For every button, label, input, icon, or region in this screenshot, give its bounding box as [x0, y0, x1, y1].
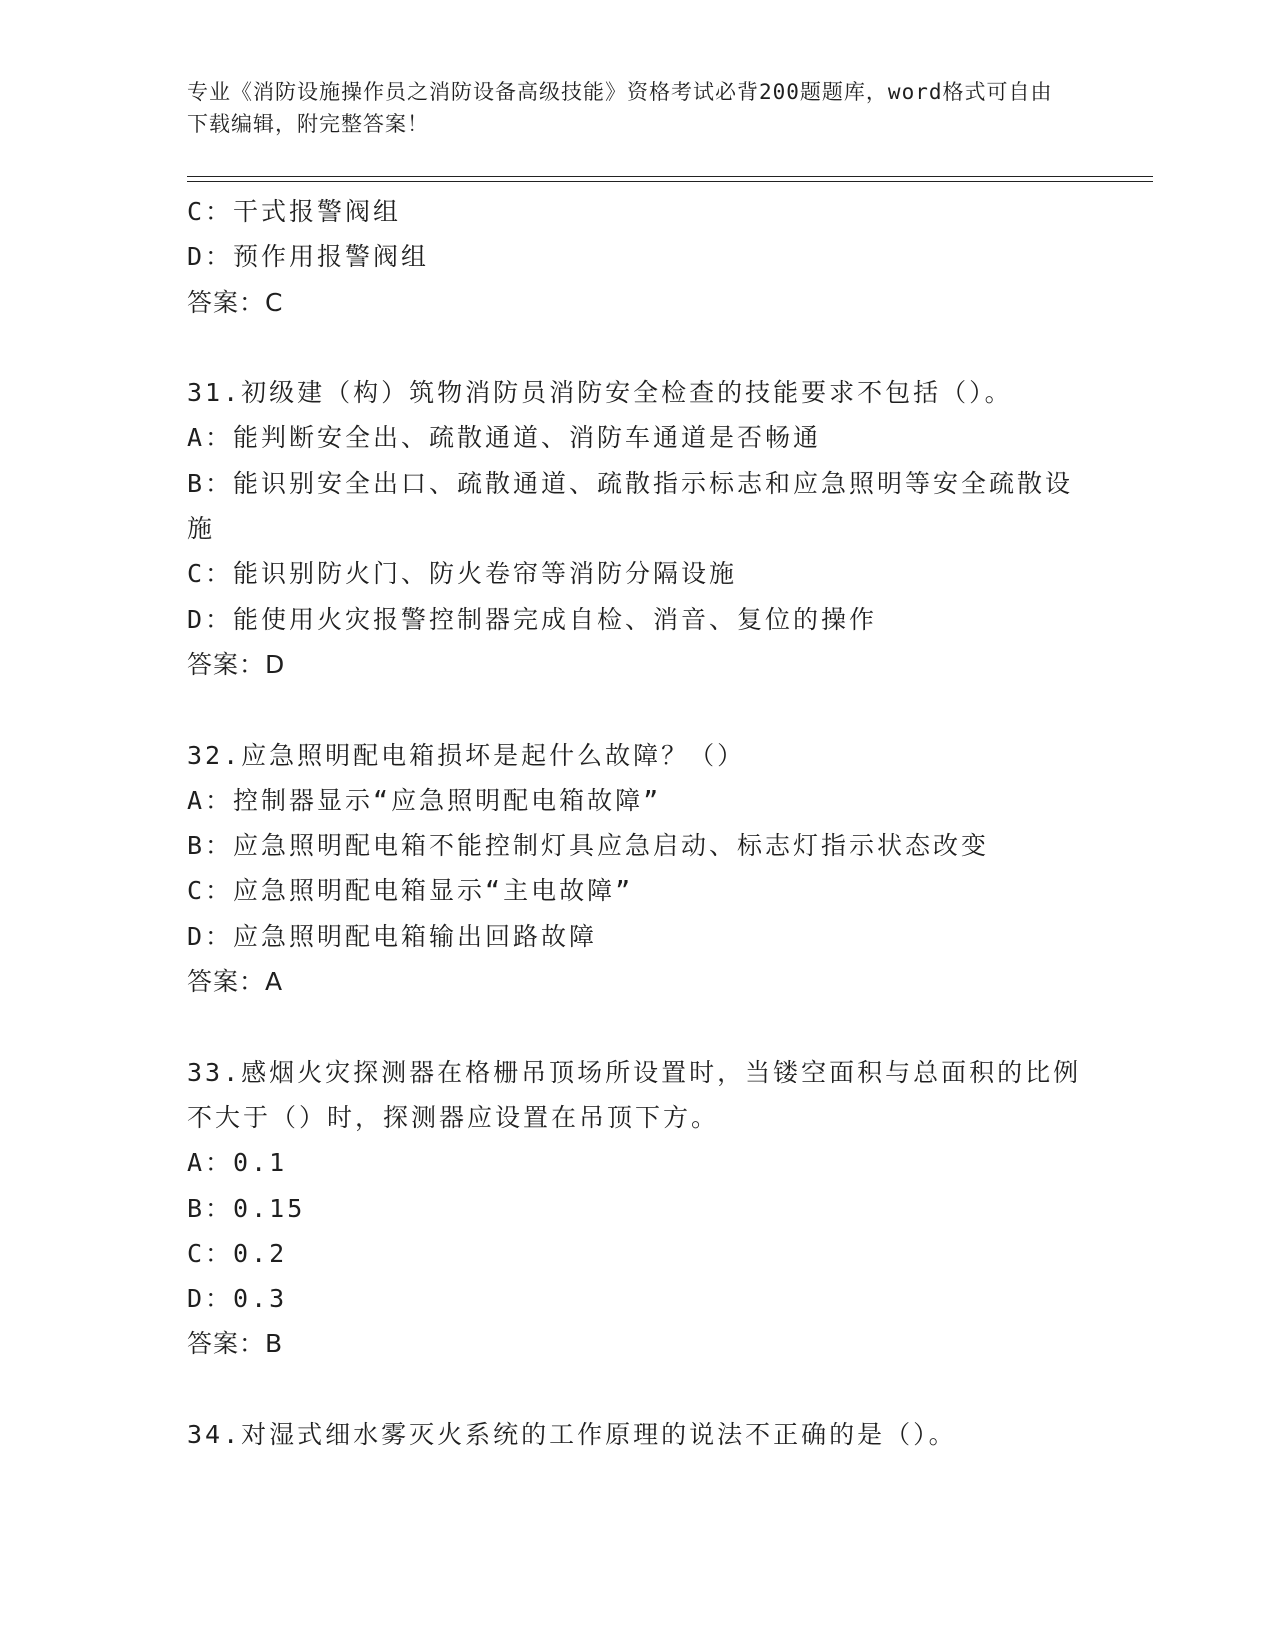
option-d: D：预作用报警阀组 — [187, 242, 430, 272]
option-b: B：能识别安全出口、疏散通道、疏散指示标志和应急照明等安全疏散设施 — [187, 468, 1074, 544]
option-c: C：0.2 — [187, 1238, 288, 1268]
option-c: C：能识别防火门、防火卷帘等消防分隔设施 — [187, 559, 738, 589]
previous-question-tail — [187, 189, 1087, 325]
question-stem: 34.对湿式细水雾灭火系统的工作原理的说法不正确的是（）。 — [187, 1420, 957, 1450]
option-a: A：0.1 — [187, 1148, 288, 1178]
answer-line: 答案：A — [187, 967, 284, 997]
option-c: C：应急照明配电箱显示“主电故障” — [187, 876, 634, 906]
question-31 — [187, 370, 1087, 687]
question-stem: 31.初级建（构）筑物消防员消防安全检查的技能要求不包括（）。 — [187, 378, 1013, 408]
question-32 — [187, 733, 1087, 1005]
spacer — [187, 1367, 1087, 1412]
header-divider-bottom — [187, 181, 1153, 182]
question-33 — [187, 1050, 1087, 1367]
header-divider-top — [187, 176, 1153, 177]
spacer — [187, 325, 1087, 370]
option-c: C：干式报警阀组 — [187, 197, 402, 226]
question-stem: 33.感烟火灾探测器在格栅吊顶场所设置时，当镂空面积与总面积的比例不大于（）时，探测器应设置在吊顶下方。 — [187, 1057, 1082, 1132]
option-a: A：能判断安全出、疏散通道、消防车通道是否畅通 — [187, 423, 822, 453]
option-d: D：能使用火灾报警控制器完成自检、消音、复位的操作 — [187, 604, 878, 634]
question-34 — [187, 1412, 1087, 1457]
spacer — [187, 687, 1087, 732]
option-d: D：应急照明配电箱输出回路故障 — [187, 921, 598, 951]
question-stem: 32.应急照明配电箱损坏是起什么故障？（） — [187, 740, 746, 770]
answer-line: 答案：B — [187, 1329, 284, 1359]
document-body — [187, 189, 1087, 1457]
option-d: D：0.3 — [187, 1284, 288, 1314]
answer-line: 答案：C — [187, 287, 284, 317]
option-b: B：0.15 — [187, 1193, 306, 1223]
document-header: 专业《消防设施操作员之消防设备高级技能》资格考试必背200题题库，word格式可自由下载编辑，附完整答案！ — [187, 80, 1053, 136]
spacer — [187, 1004, 1087, 1049]
option-b: B：应急照明配电箱不能控制灯具应急启动、标志灯指示状态改变 — [187, 831, 990, 861]
answer-line: 答案：D — [187, 649, 286, 679]
option-a: A：控制器显示“应急照明配电箱故障” — [187, 785, 662, 815]
